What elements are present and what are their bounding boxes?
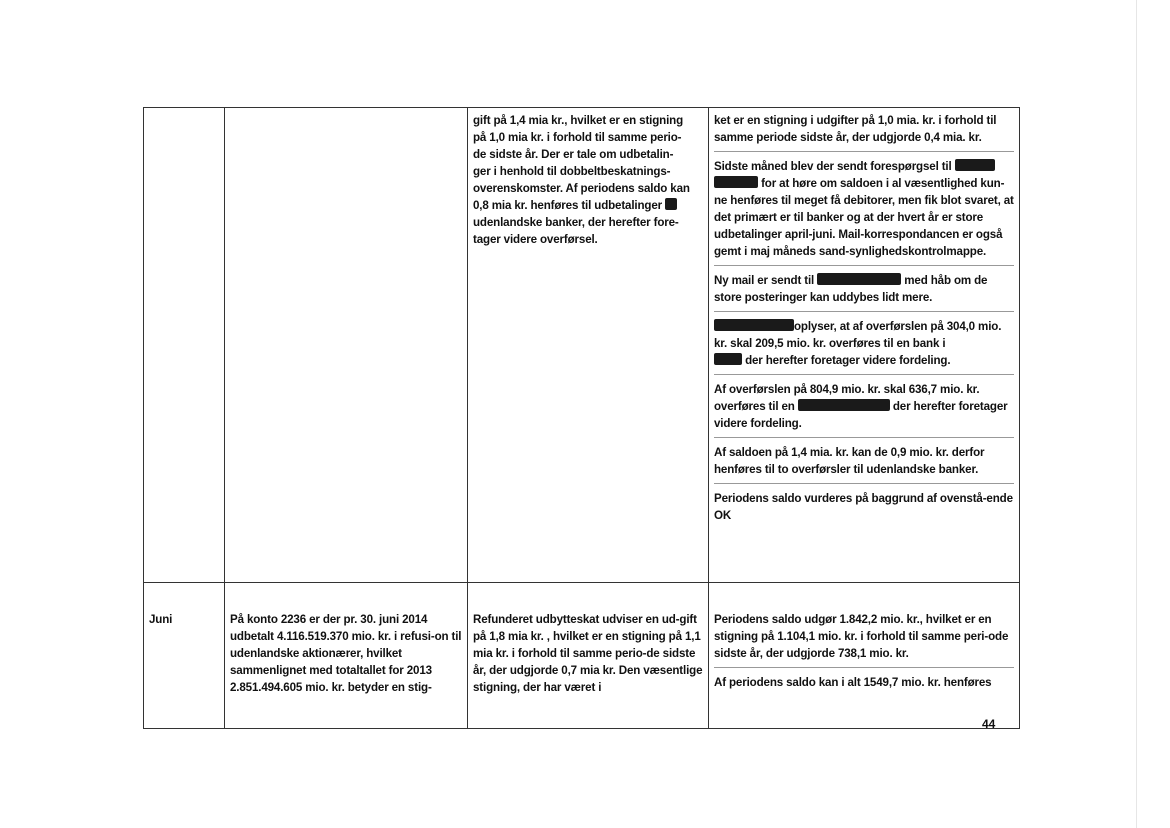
analysis-line: gift på 1,4 mia kr., hvilket er en stigning [473, 114, 684, 127]
analysis-text: 0,8 mia kr. henføres til udbetalinger [473, 199, 663, 212]
cell-assessment [709, 108, 1020, 583]
cell-month: Juni [144, 583, 225, 729]
assessment-paragraph [714, 158, 1014, 266]
analysis-line: udenlandske banker, der herefter fore- [473, 216, 679, 229]
assessment-paragraph [714, 318, 1014, 375]
assessment-text: ne henføres til meget få debitorer, men fik blot svaret, at det primært er til banker og at der hvert år er store udbetalinger april-juni. Mail-korrespondancen er også gemt i maj måneds sand-synlighedskontrolmappe. [714, 194, 1014, 258]
document-table [143, 107, 1020, 729]
page-number: 44 [982, 717, 996, 731]
cell-month [144, 108, 225, 583]
assessment-text: med håb om de store posteringer kan uddybes lidt mere. [714, 274, 988, 304]
cell-description [225, 108, 468, 583]
analysis-line: på 1,0 mia kr. i forhold til samme perio- [473, 131, 682, 144]
redaction-block [714, 176, 758, 188]
assessment-paragraph: Af periodens saldo kan i alt 1549,7 mio. kr. henføres [714, 676, 992, 689]
assessment-text: Af overførslen på 804,9 mio. kr. skal 636,7 mio. kr. overføres til en [714, 383, 980, 413]
redaction-block [798, 399, 890, 411]
assessment-conclusion: Periodens saldo vurderes på baggrund af ovenstå-ende OK [714, 492, 1013, 522]
assessment-text: oplyser, at af overførslen på 304,0 mio. kr. skal 209,5 mio. kr. overføres til en bank i [714, 320, 1002, 350]
assessment-text: Sidste måned blev der sendt forespørgsel til [714, 160, 952, 173]
table-row [144, 583, 1020, 729]
analysis-line: ger i henhold til dobbeltbeskatnings- [473, 165, 671, 178]
redaction-block [817, 273, 901, 285]
redaction-block [714, 319, 794, 331]
assessment-paragraph [714, 272, 1014, 312]
assessment-text: der herefter foretager videre fordeling. [745, 354, 951, 367]
cell-analysis [468, 108, 709, 583]
cell-assessment [709, 583, 1020, 729]
analysis-line: overenskomster. Af periodens saldo kan [473, 182, 690, 195]
redaction-block [955, 159, 995, 171]
cell-analysis: Refunderet udbytteskat udviser en ud-gift på 1,8 mia kr. , hvilket er en stigning på 1,1 mia kr. i forhold til samme perio-de sidste år, der udgjorde 0,7 mia kr. Den væsentlige stigning, der har været i [468, 583, 709, 729]
table-row [144, 108, 1020, 583]
assessment-paragraph: Af saldoen på 1,4 mia. kr. kan de 0,9 mio. kr. derfor henføres til to overførsler til udenlandske banker. [714, 444, 1014, 484]
redaction-block [714, 353, 742, 365]
assessment-paragraph: Periodens saldo udgør 1.842,2 mio. kr., hvilket er en stigning på 1.104,1 mio. kr. i forhold til samme peri-ode sidste år, der udgjorde 738,1 mio. kr. [714, 611, 1014, 668]
assessment-text: Ny mail er sendt til [714, 274, 815, 287]
assessment-paragraph [714, 381, 1014, 438]
page-edge [1136, 0, 1137, 828]
assessment-paragraph: ket er en stigning i udgifter på 1,0 mia. kr. i forhold til samme periode sidste år, der udgjorde 0,4 mia. kr. [714, 112, 1014, 152]
assessment-text: for at høre om saldoen i al væsentlighed kun- [761, 177, 1005, 190]
cell-description: På konto 2236 er der pr. 30. juni 2014 udbetalt 4.116.519.370 mio. kr. i refusi-on til udenlandske aktionærer, hvilket sammenlignet med totaltallet for 2013 2.851.494.605 mio. kr. betyder en stig- [225, 583, 468, 729]
analysis-line [473, 197, 703, 214]
analysis-line: tager videre overførsel. [473, 233, 598, 246]
redaction-block [665, 198, 677, 210]
assessment-text: der herefter foretager videre fordeling. [714, 400, 1008, 430]
analysis-line: de sidste år. Der er tale om udbetalin- [473, 148, 674, 161]
